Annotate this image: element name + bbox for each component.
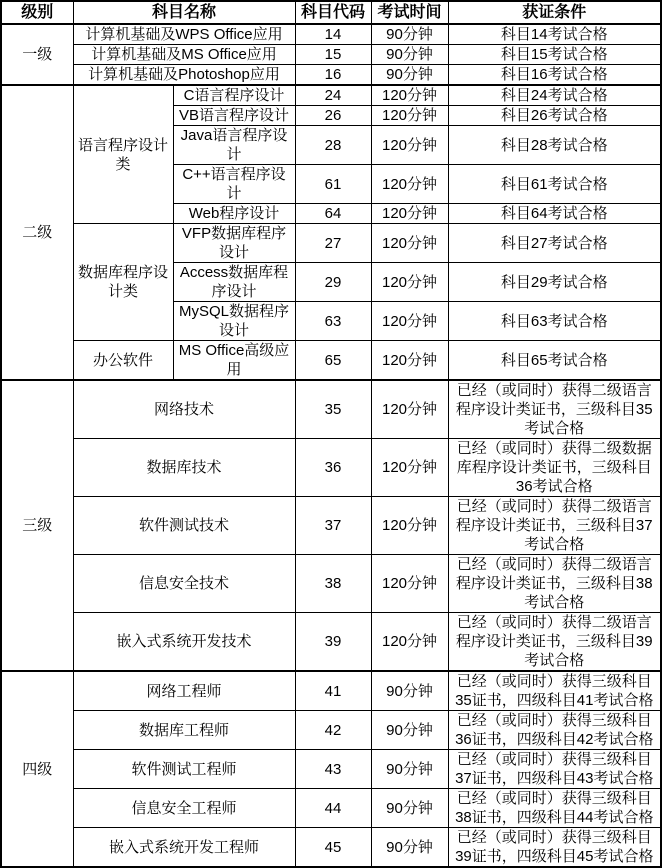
code-cell-29: 29 <box>295 263 371 302</box>
time-cell-15: 90分钟 <box>371 45 448 65</box>
cert-cell-65: 科目65考试合格 <box>448 341 661 381</box>
cert-cell-43: 已经（或同时）获得三级科目37证书，四级科目43考试合格 <box>448 750 661 789</box>
code-cell-37: 37 <box>295 497 371 555</box>
subject-cell-41: 网络工程师 <box>73 671 295 711</box>
cert-cell-38: 已经（或同时）获得二级语言程序设计类证书，三级科目38考试合格 <box>448 555 661 613</box>
table-row <box>1 224 661 263</box>
table-row <box>1 828 661 868</box>
time-cell-61: 120分钟 <box>371 165 448 204</box>
category-cell-office: 办公软件 <box>73 341 173 381</box>
subject-cell-63: MySQL数据程序设计 <box>173 302 295 341</box>
code-cell-42: 42 <box>295 711 371 750</box>
code-cell-15: 15 <box>295 45 371 65</box>
table-row <box>1 45 661 65</box>
code-cell-63: 63 <box>295 302 371 341</box>
time-cell-24: 120分钟 <box>371 85 448 106</box>
table-row <box>1 750 661 789</box>
subject-cell-44: 信息安全工程师 <box>73 789 295 828</box>
table-body <box>1 24 661 867</box>
subject-cell-38: 信息安全技术 <box>73 555 295 613</box>
subject-cell-61: C++语言程序设计 <box>173 165 295 204</box>
table-row <box>1 497 661 555</box>
header-row <box>1 1 661 24</box>
cert-cell-28: 科目28考试合格 <box>448 126 661 165</box>
category-cell-language: 语言程序设计类 <box>73 85 173 224</box>
table-row <box>1 613 661 672</box>
subject-cell-28: Java语言程序设计 <box>173 126 295 165</box>
table-row <box>1 439 661 497</box>
table-row <box>1 24 661 45</box>
code-cell-38: 38 <box>295 555 371 613</box>
level-cell-grade4: 四级 <box>1 671 73 867</box>
time-cell-45: 90分钟 <box>371 828 448 868</box>
subject-cell-29: Access数据库程序设计 <box>173 263 295 302</box>
header-cert: 获证条件 <box>448 1 661 24</box>
subject-cell-27: VFP数据库程序设计 <box>173 224 295 263</box>
time-cell-43: 90分钟 <box>371 750 448 789</box>
cert-cell-27: 科目27考试合格 <box>448 224 661 263</box>
time-cell-37: 120分钟 <box>371 497 448 555</box>
header-time: 考试时间 <box>371 1 448 24</box>
level-cell-grade2: 二级 <box>1 85 73 380</box>
cert-cell-41: 已经（或同时）获得三级科目35证书，四级科目41考试合格 <box>448 671 661 711</box>
header-level: 级别 <box>1 1 73 24</box>
time-cell-38: 120分钟 <box>371 555 448 613</box>
time-cell-44: 90分钟 <box>371 789 448 828</box>
table-header <box>1 1 661 24</box>
level-cell-grade1: 一级 <box>1 24 73 85</box>
time-cell-42: 90分钟 <box>371 711 448 750</box>
subject-cell-45: 嵌入式系统开发工程师 <box>73 828 295 868</box>
code-cell-39: 39 <box>295 613 371 672</box>
subject-cell-42: 数据库工程师 <box>73 711 295 750</box>
subject-cell-35: 网络技术 <box>73 380 295 439</box>
code-cell-16: 16 <box>295 65 371 86</box>
subject-cell-15: 计算机基础及MS Office应用 <box>73 45 295 65</box>
code-cell-24: 24 <box>295 85 371 106</box>
table-row <box>1 789 661 828</box>
cert-cell-64: 科目64考试合格 <box>448 204 661 224</box>
cert-cell-36: 已经（或同时）获得二级数据库程序设计类证书，三级科目36考试合格 <box>448 439 661 497</box>
code-cell-44: 44 <box>295 789 371 828</box>
code-cell-65: 65 <box>295 341 371 381</box>
table-row <box>1 671 661 711</box>
header-subject: 科目名称 <box>73 1 295 24</box>
subject-cell-24: C语言程序设计 <box>173 85 295 106</box>
code-cell-27: 27 <box>295 224 371 263</box>
time-cell-14: 90分钟 <box>371 24 448 45</box>
cert-cell-24: 科目24考试合格 <box>448 85 661 106</box>
time-cell-35: 120分钟 <box>371 380 448 439</box>
time-cell-27: 120分钟 <box>371 224 448 263</box>
cert-cell-42: 已经（或同时）获得三级科目36证书，四级科目42考试合格 <box>448 711 661 750</box>
cert-cell-35: 已经（或同时）获得二级语言程序设计类证书，三级科目35考试合格 <box>448 380 661 439</box>
time-cell-65: 120分钟 <box>371 341 448 381</box>
cert-cell-45: 已经（或同时）获得三级科目39证书，四级科目45考试合格 <box>448 828 661 868</box>
subject-cell-64: Web程序设计 <box>173 204 295 224</box>
time-cell-26: 120分钟 <box>371 106 448 126</box>
header-code: 科目代码 <box>295 1 371 24</box>
table-row <box>1 380 661 439</box>
code-cell-26: 26 <box>295 106 371 126</box>
code-cell-43: 43 <box>295 750 371 789</box>
cert-cell-44: 已经（或同时）获得三级科目38证书，四级科目44考试合格 <box>448 789 661 828</box>
table-row <box>1 65 661 86</box>
cert-cell-39: 已经（或同时）获得二级语言程序设计类证书，三级科目39考试合格 <box>448 613 661 672</box>
code-cell-36: 36 <box>295 439 371 497</box>
table-row <box>1 341 661 381</box>
time-cell-41: 90分钟 <box>371 671 448 711</box>
cert-cell-37: 已经（或同时）获得二级语言程序设计类证书，三级科目37考试合格 <box>448 497 661 555</box>
table-row <box>1 555 661 613</box>
time-cell-16: 90分钟 <box>371 65 448 86</box>
code-cell-61: 61 <box>295 165 371 204</box>
subject-cell-43: 软件测试工程师 <box>73 750 295 789</box>
category-cell-database: 数据库程序设计类 <box>73 224 173 341</box>
cert-cell-14: 科目14考试合格 <box>448 24 661 45</box>
table-row <box>1 85 661 106</box>
code-cell-14: 14 <box>295 24 371 45</box>
time-cell-28: 120分钟 <box>371 126 448 165</box>
time-cell-36: 120分钟 <box>371 439 448 497</box>
cert-cell-26: 科目26考试合格 <box>448 106 661 126</box>
cert-cell-15: 科目15考试合格 <box>448 45 661 65</box>
time-cell-29: 120分钟 <box>371 263 448 302</box>
cert-cell-16: 科目16考试合格 <box>448 65 661 86</box>
subject-cell-36: 数据库技术 <box>73 439 295 497</box>
subject-cell-26: VB语言程序设计 <box>173 106 295 126</box>
code-cell-28: 28 <box>295 126 371 165</box>
code-cell-45: 45 <box>295 828 371 868</box>
cert-cell-63: 科目63考试合格 <box>448 302 661 341</box>
time-cell-64: 120分钟 <box>371 204 448 224</box>
code-cell-41: 41 <box>295 671 371 711</box>
code-cell-35: 35 <box>295 380 371 439</box>
subject-cell-16: 计算机基础及Photoshop应用 <box>73 65 295 86</box>
subject-cell-39: 嵌入式系统开发技术 <box>73 613 295 672</box>
time-cell-63: 120分钟 <box>371 302 448 341</box>
subject-cell-37: 软件测试技术 <box>73 497 295 555</box>
subject-cell-65: MS Office高级应用 <box>173 341 295 381</box>
cert-cell-61: 科目61考试合格 <box>448 165 661 204</box>
table-row <box>1 711 661 750</box>
code-cell-64: 64 <box>295 204 371 224</box>
cert-cell-29: 科目29考试合格 <box>448 263 661 302</box>
subject-cell-14: 计算机基础及WPS Office应用 <box>73 24 295 45</box>
level-cell-grade3: 三级 <box>1 380 73 671</box>
time-cell-39: 120分钟 <box>371 613 448 672</box>
